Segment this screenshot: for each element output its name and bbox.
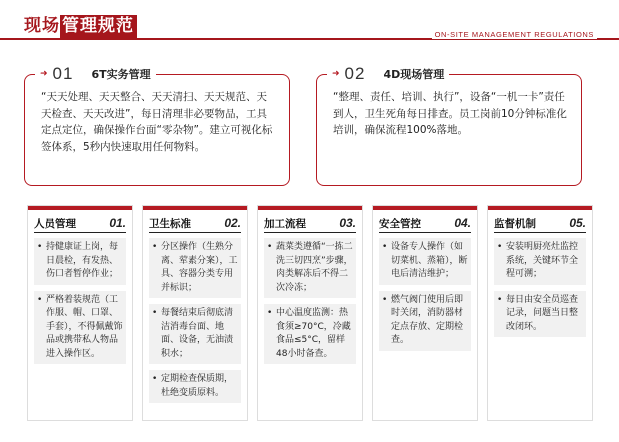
card-header	[264, 214, 356, 233]
card-body	[143, 238, 247, 409]
card-title: 人员管理	[34, 217, 76, 230]
bullet-icon: •	[382, 294, 388, 305]
card-body	[258, 238, 362, 370]
top-box-head	[327, 64, 449, 84]
list-item-text: 安装明厨亮灶监控系统，关键环节全程可溯；	[506, 242, 579, 279]
bullet-icon: •	[497, 242, 503, 252]
list-item	[379, 238, 471, 285]
top-box-title: 4D现场管理	[383, 68, 445, 81]
arrow-icon: ➜	[332, 69, 340, 79]
list-item	[494, 291, 586, 338]
top-box-head	[35, 64, 156, 84]
card-header	[34, 214, 126, 233]
bullet-icon: •	[152, 242, 158, 252]
page-title	[24, 11, 137, 36]
list-item-text: 分区操作（生熟分离、荤素分案），工具、容器分类专用并标识；	[161, 242, 238, 293]
card-safety	[372, 205, 478, 421]
bullet-icon: •	[152, 308, 158, 318]
list-item-text: 严格着装规范（工作服、帽、口罩、手套），不得佩戴饰品或携带私人物品进入操作区。	[46, 294, 123, 359]
bullet-icon: •	[267, 308, 273, 318]
page-title-prefix: 现场	[24, 16, 60, 36]
card-personnel	[27, 205, 133, 421]
card-supervision	[487, 205, 593, 421]
list-item-text: 每餐结束后彻底清洁消毒台面、地面、设备，无油渍积水；	[161, 308, 234, 359]
card-body	[28, 238, 132, 370]
top-box-4d	[316, 64, 582, 186]
card-body	[488, 238, 592, 343]
bullet-icon: •	[267, 242, 273, 252]
top-box-text: “整理、责任、培训、执行”，设备“一机一卡”责任到人，卫生死角每日排查。员工岗前10分钟标准化培训，确保流程100%落地。	[333, 91, 567, 136]
top-box-title: 6T实务管理	[91, 68, 151, 81]
card-number: 05.	[569, 216, 586, 230]
list-item	[264, 238, 356, 298]
card-title: 安全管控	[379, 217, 421, 230]
list-item-text: 蔬菜类遵循“一拣二洗三切四烹”步骤，肉类解冻后不得二次冷冻；	[276, 242, 353, 293]
page-header	[0, 0, 619, 42]
card-header	[494, 214, 586, 233]
bullet-icon: •	[152, 374, 158, 384]
card-process	[257, 205, 363, 421]
bullet-icon: •	[382, 242, 388, 252]
arrow-icon: ➜	[40, 69, 48, 79]
list-item	[149, 238, 241, 298]
card-number: 01.	[109, 216, 126, 230]
top-box-number: 01	[52, 64, 74, 83]
list-item-text: 持健康证上岗，每日晨检，有发热、伤口者暂停作业；	[46, 242, 119, 279]
bullet-icon: •	[37, 294, 43, 305]
bullet-icon: •	[497, 294, 503, 305]
list-item-text: 中心温度监测：热食须≥70°C，冷藏食品≤5°C，留样48小时备查。	[276, 308, 351, 359]
list-item-text: 设备专人操作（如切菜机、蒸箱），断电后清洁维护；	[391, 242, 468, 279]
top-box-number: 02	[344, 64, 366, 83]
list-item-text: 定期检查保质期，杜绝变质原料。	[161, 374, 234, 398]
list-item	[34, 291, 126, 365]
card-number: 03.	[339, 216, 356, 230]
list-item	[149, 370, 241, 403]
card-header	[149, 214, 241, 233]
page-title-highlight: 管理规范	[60, 15, 137, 38]
list-item	[494, 238, 586, 285]
card-title: 监督机制	[494, 217, 536, 230]
bullet-icon: •	[37, 242, 43, 252]
list-item-text: 燃气阀门使用后即时关闭，消防器材定点存放、定期检查。	[391, 294, 464, 345]
card-title: 加工流程	[264, 217, 306, 230]
card-hygiene	[142, 205, 248, 421]
list-item	[149, 304, 241, 364]
card-number: 02.	[224, 216, 241, 230]
list-item	[34, 238, 126, 285]
card-header	[379, 214, 471, 233]
list-item	[264, 304, 356, 364]
page-subtitle: ON-SITE MANAGEMENT REGULATIONS	[432, 30, 597, 39]
list-item	[379, 291, 471, 351]
card-title: 卫生标准	[149, 217, 191, 230]
top-box-6t	[24, 64, 290, 186]
list-item-text: 每日由安全员巡查记录，问题当日整改闭环。	[506, 294, 579, 332]
top-box-text: “天天处理、天天整合、天天清扫、天天规范、天天检查、天天改进”，每日清理非必要物品，工具定点定位，确保操作台面“零杂物”。建立可视化标签体系，5秒内快速取用任何物料。	[41, 91, 273, 153]
card-body	[373, 238, 477, 357]
card-number: 04.	[454, 216, 471, 230]
